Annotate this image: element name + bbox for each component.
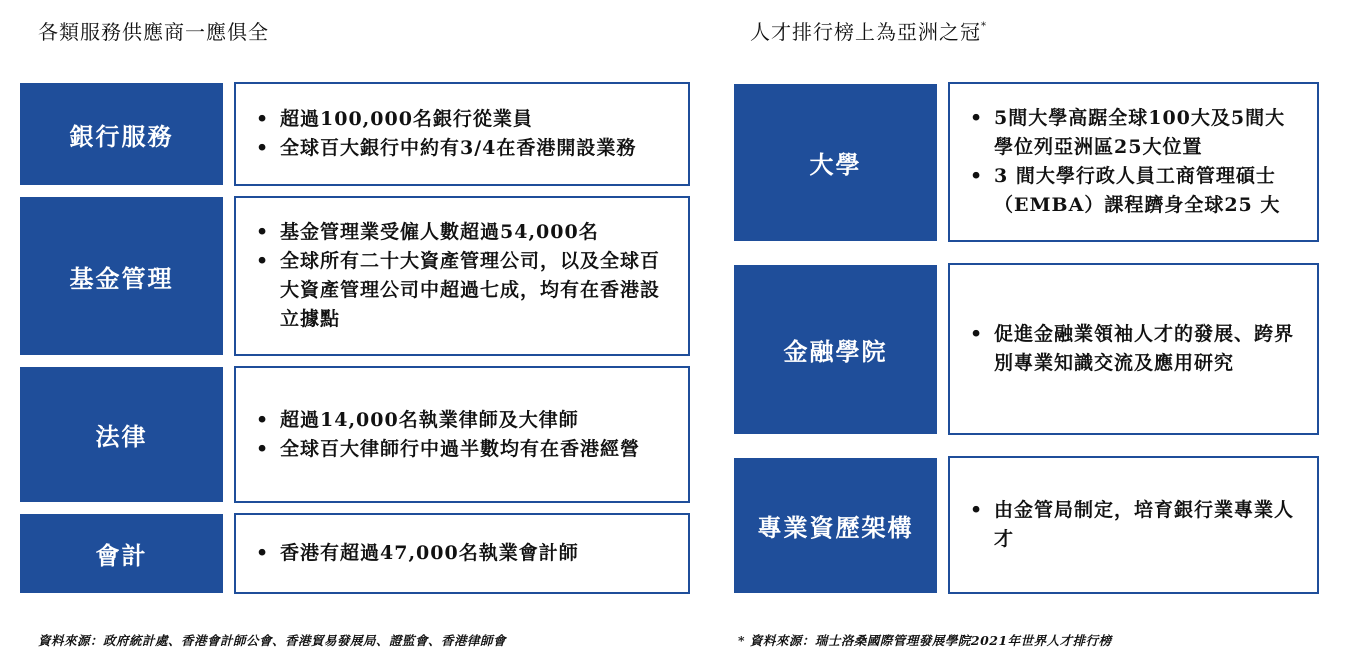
bullet-icon: • xyxy=(970,499,984,521)
bullet-item: • 促進金融業領袖人才的發展、跨界別專業知識交流及應用研究 xyxy=(964,320,1299,378)
left-source-note: 資料來源：政府統計處、香港會計師公會、香港貿易發展局、證監會、香港律師會 xyxy=(38,633,507,648)
bullet-item: • 5間大學高踞全球100大及5間大學位列亞洲區25大位置 xyxy=(964,104,1299,162)
bullet-icon: • xyxy=(970,107,984,129)
right-heading: 人才排行榜上為亞洲之冠* xyxy=(750,20,987,44)
bullet-icon: • xyxy=(970,165,984,187)
box-banking xyxy=(234,82,690,186)
label-qualifications-framework: 專業資歷架構 xyxy=(734,458,937,593)
bullet-icon: • xyxy=(256,408,270,431)
bullet-icon: • xyxy=(256,437,270,460)
box-accounting xyxy=(234,513,690,594)
left-heading: 各類服務供應商一應俱全 xyxy=(38,20,269,44)
bullet-icon: • xyxy=(256,137,270,159)
label-legal: 法律 xyxy=(20,367,223,502)
box-legal xyxy=(234,366,690,503)
right-source-note: * 資料來源：瑞士洛桑國際管理發展學院2021年世界人才排行榜 xyxy=(738,633,1112,648)
bullet-item: • 全球所有二十大資產管理公司，以及全球百大資產管理公司中超過七成，均有在香港設立據點 xyxy=(250,247,670,334)
bullet-icon: • xyxy=(256,221,270,243)
label-university: 大學 xyxy=(734,84,937,241)
footnote-mark: * xyxy=(981,21,987,33)
bullet-icon: • xyxy=(256,542,270,564)
bullet-icon: • xyxy=(970,323,984,345)
label-accounting: 會計 xyxy=(20,514,223,593)
label-fund-management: 基金管理 xyxy=(20,197,223,355)
bullet-item: • 由金管局制定，培育銀行業專業人才 xyxy=(964,496,1299,554)
bullet-item: • 超過14,000名執業律師及大律師 xyxy=(250,406,640,435)
bullet-item: • 3 間大學行政人員工商管理碩士（EMBA）課程躋身全球25 大 xyxy=(964,162,1299,220)
bullet-item: • 全球百大律師行中過半數均有在香港經營 xyxy=(250,435,640,464)
box-qualifications-framework xyxy=(948,456,1319,594)
label-banking: 銀行服務 xyxy=(20,83,223,185)
box-university xyxy=(948,82,1319,242)
bullet-item: • 基金管理業受僱人數超過54,000名 xyxy=(250,218,670,247)
bullet-item: • 全球百大銀行中約有3/4在香港開設業務 xyxy=(250,134,636,163)
bullet-item: • 超過100,000名銀行從業員 xyxy=(250,105,636,134)
bullet-icon: • xyxy=(256,250,270,272)
bullet-icon: • xyxy=(256,108,270,130)
bullet-item: • 香港有超過47,000名執業會計師 xyxy=(250,539,579,568)
box-finance-academy xyxy=(948,263,1319,435)
label-finance-academy: 金融學院 xyxy=(734,265,937,434)
box-fund-management xyxy=(234,196,690,356)
